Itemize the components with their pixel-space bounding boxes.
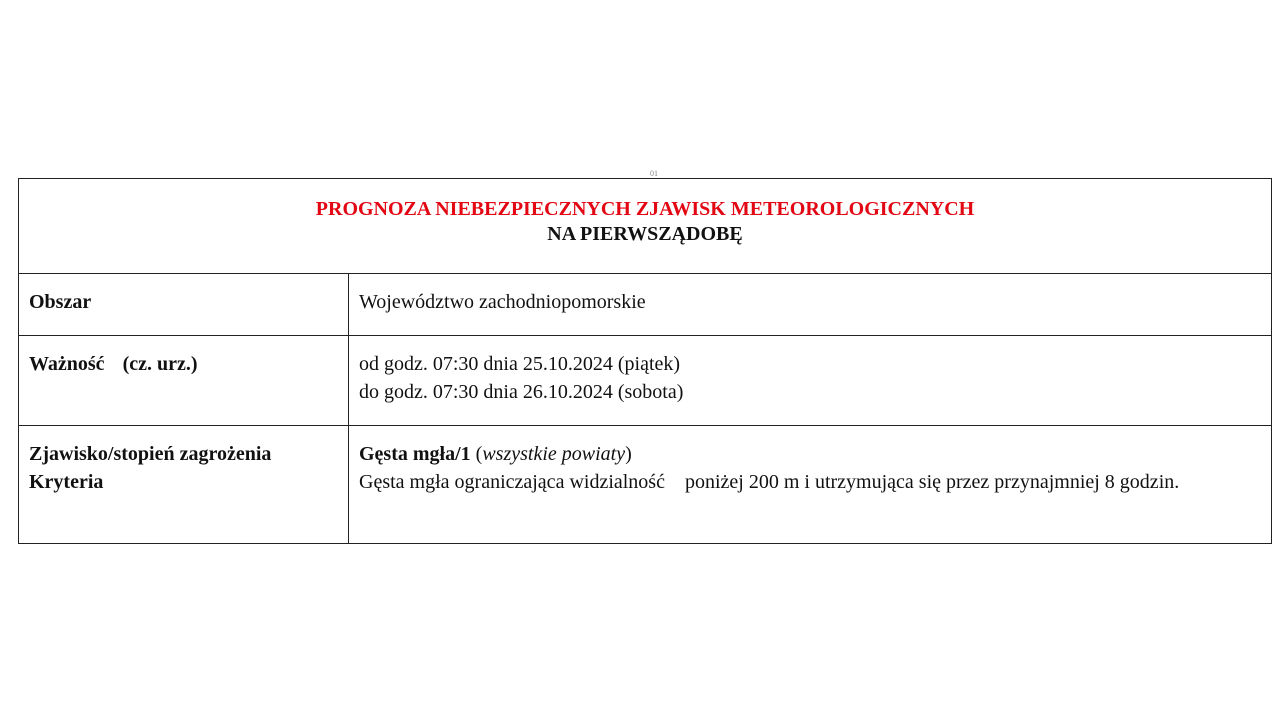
area-label: Obszar: [19, 274, 349, 336]
page-top-mark: 01: [650, 169, 658, 178]
phenomenon-row: [19, 426, 1272, 544]
warning-subtitle: NA PIERWSZĄDOBĘ: [547, 223, 743, 245]
validity-label: Ważność: [29, 353, 105, 375]
phenomenon-criteria: Gęsta mgła ograniczająca widzialność poniżej 200 m i utrzymująca się przez przynajmniej 8 godzin.: [359, 471, 1180, 493]
title-row: [19, 179, 1272, 274]
validity-to: do godz. 07:30 dnia 26.10.2024 (sobota): [359, 381, 684, 403]
area-value: Województwo zachodniopomorskie: [349, 274, 1272, 336]
title-cell: [19, 179, 1272, 274]
validity-row: [19, 336, 1272, 426]
area-row: [19, 274, 1272, 336]
warning-title: PROGNOZA NIEBEZPIECZNYCH ZJAWISK METEOROLOGICZNYCH: [315, 198, 975, 220]
validity-value-cell: [349, 336, 1272, 426]
validity-from: od godz. 07:30 dnia 25.10.2024 (piątek): [359, 353, 681, 375]
phenomenon-heading: [359, 440, 1261, 468]
phenomenon-label: Zjawisko/stopień zagrożenia: [29, 443, 272, 465]
phenomenon-value-cell: [349, 426, 1272, 544]
phenomenon-label-cell: [19, 426, 349, 544]
scope-close-paren: ): [625, 443, 632, 465]
criteria-label: Kryteria: [29, 471, 104, 493]
validity-label-cell: [19, 336, 349, 426]
validity-label-unit: (cz. urz.): [122, 353, 198, 375]
phenomenon-scope: wszystkie powiaty: [482, 443, 626, 465]
scope-open-paren: (: [475, 443, 483, 465]
phenomenon-name: Gęsta mgła/1: [359, 443, 471, 465]
weather-warning-table: [18, 178, 1272, 544]
